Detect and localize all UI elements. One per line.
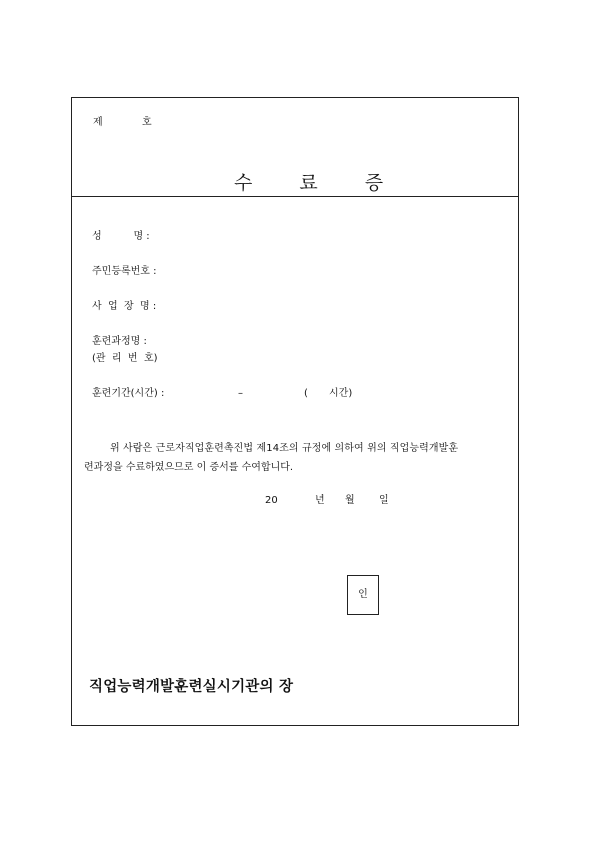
date-month-unit: 월: [345, 495, 355, 506]
issuer-title: 직업능력개발훈련실시기관의 장: [89, 679, 294, 695]
certificate-statement-line-2: 련과정을 수료하였으므로 이 증서를 수여합니다.: [84, 462, 294, 473]
title-char-2: 료: [299, 172, 319, 194]
name-label: 성 명 :: [92, 231, 150, 242]
document-number-suffix: 호: [142, 117, 152, 128]
certificate-statement-line-1: 위 사람은 근로자직업훈련촉진법 제14조의 규정에 의하여 위의 직업능력개발훈: [110, 443, 459, 454]
certificate-statement: [84, 439, 510, 477]
title-char-3: 증: [364, 172, 385, 194]
business-name-label: 사 업 장 명 :: [92, 301, 157, 312]
resident-id-label: 주민등록번호 :: [92, 266, 157, 277]
course-name-label: 훈련과정명 :: [92, 336, 147, 347]
management-number-label: (관 리 번 호): [92, 353, 158, 364]
training-hours-label: 시간): [329, 388, 353, 399]
title-char-1: 수: [234, 172, 254, 194]
seal-box: [347, 575, 379, 615]
training-period-dash: –: [238, 388, 243, 399]
header-divider: [72, 196, 518, 197]
date-year-prefix: 20: [265, 495, 278, 506]
date-year-unit: 년: [315, 495, 325, 506]
date-day-unit: 일: [379, 495, 389, 506]
certificate-frame: [71, 97, 519, 726]
document-title: [72, 147, 518, 219]
document-number-label: 제: [93, 117, 103, 128]
training-hours-open-paren: (: [304, 388, 308, 399]
seal-label: 인: [358, 589, 368, 600]
training-period-label: 훈련기간(시간) :: [92, 388, 165, 399]
